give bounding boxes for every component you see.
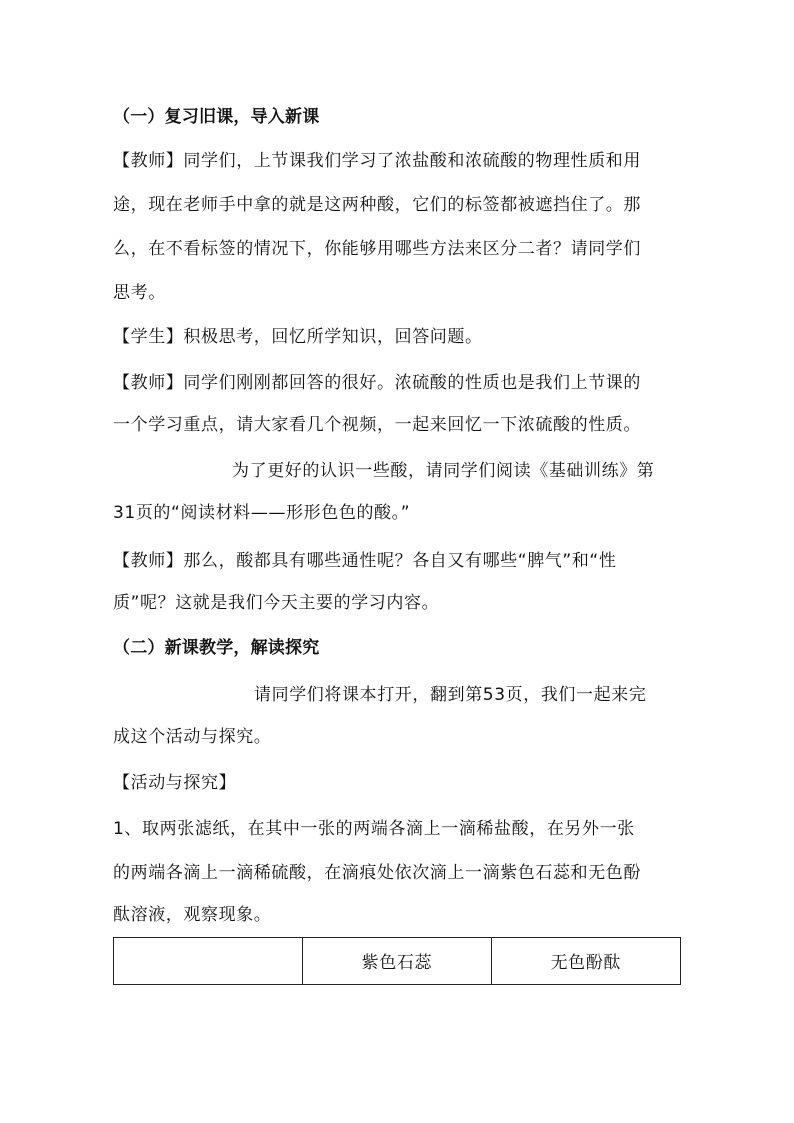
- paragraph-line: 请同学们将课本打开，翻到第53页，我们一起来完: [254, 685, 647, 705]
- paragraph-line: 【学生】积极思考，回忆所学知识，回答问题。: [113, 327, 483, 347]
- paragraph-line: 途，现在老师手中拿的就是这两种酸，它们的标签都被遮挡住了。那: [113, 195, 641, 215]
- table-header-cell: [114, 938, 303, 985]
- paragraph-line: 为了更好的认识一些酸，请同学们阅读《基础训练》第: [232, 461, 655, 481]
- paragraph-line: 【活动与探究】: [113, 773, 237, 793]
- section2-heading: （二）新课教学，解读探究: [113, 638, 320, 658]
- paragraph-line: 成这个活动与探究。: [113, 727, 272, 747]
- paragraph-line: 【教师】同学们刚刚都回答的很好。浓硫酸的性质也是我们上节课的: [113, 373, 641, 393]
- results-table: [113, 937, 681, 985]
- paragraph-line: 酞溶液，观察现象。: [113, 905, 272, 925]
- paragraph-line: 的两端各滴上一滴稀硫酸，在滴痕处依次滴上一滴紫色石蕊和无色酚: [113, 863, 641, 883]
- section1-heading: （一）复习旧课，导入新课: [113, 107, 320, 127]
- paragraph-line: 31页的“阅读材料——形形色色的酸。”: [113, 503, 411, 523]
- paragraph-line: 么，在不看标签的情况下，你能够用哪些方法来区分二者？请同学们: [113, 239, 641, 259]
- paragraph-line: 质”呢？这就是我们今天主要的学习内容。: [113, 593, 440, 613]
- table-header-cell: 紫色石蕊: [303, 938, 491, 985]
- paragraph-line: 一个学习重点，请大家看几个视频，一起来回忆一下浓硫酸的性质。: [113, 415, 641, 435]
- paragraph-line: 思考。: [113, 283, 166, 303]
- paragraph-line: 1、取两张滤纸，在其中一张的两端各滴上一滴稀盐酸，在另外一张: [113, 819, 635, 839]
- table-header-row: [114, 938, 681, 985]
- table-header-cell: 无色酚酞: [491, 938, 680, 985]
- paragraph-line: 【教师】同学们，上节课我们学习了浓盐酸和浓硫酸的物理性质和用: [113, 151, 641, 171]
- paragraph-line: 【教师】那么，酸都具有哪些通性呢？各自又有哪些“脾气”和“性: [113, 551, 617, 571]
